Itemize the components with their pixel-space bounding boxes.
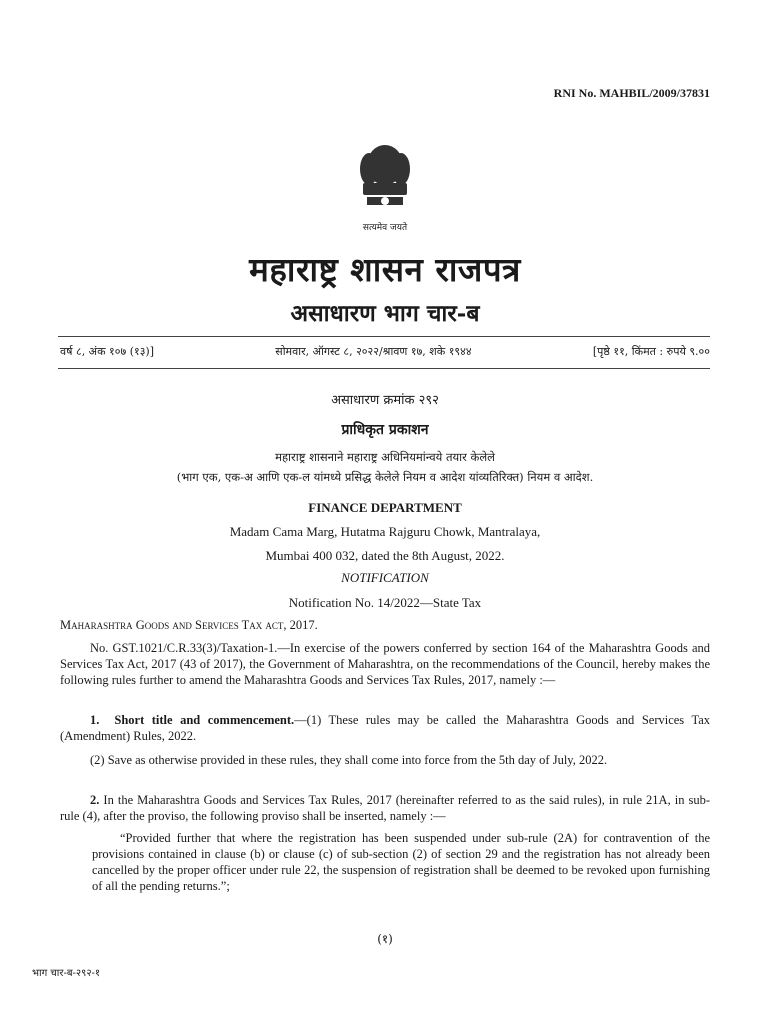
rule-1-heading: Short title and commencement.	[114, 713, 295, 727]
intro-line-2: (भाग एक, एक-अ आणि एक-ल यांमध्ये प्रसिद्ध केलेले नियम व आदेश यांव्यतिरिक्त) नियम व आदेश.	[176, 470, 594, 484]
rule-2-text: In the Maharashtra Goods and Services Tax Rules, 2017 (hereinafter referred to as the said rules), in rule 21A, in sub-rule (4), after the proviso, the following proviso shall be inserted, namely :—	[60, 793, 710, 823]
top-rule	[58, 336, 710, 337]
notification-number: Notification No. 14/2022—State Tax	[288, 595, 482, 610]
state-emblem-icon	[345, 135, 425, 230]
issue-date: सोमवार, ऑगस्ट ८, २०२२/श्रावण १७, शके १९४४	[275, 345, 472, 358]
issue-pages-price: [पृष्ठे ११, किंमत : रुपये ९.००	[592, 345, 710, 358]
bottom-rule	[58, 368, 710, 369]
page-number: (१)	[377, 932, 393, 946]
issue-volume: वर्ष ८, अंक १०७ (१३)]	[60, 345, 155, 358]
issue-meta	[60, 344, 710, 359]
rule-2-number: 2.	[90, 793, 100, 807]
gazette-title: महाराष्ट्र शासन राजपत्र	[249, 250, 521, 289]
rule-1-text: —(1) These rules may be called the Maharashtra Goods and Services Tax (Amendment) Rules, 2022.	[60, 713, 711, 743]
rule-1-subrule-2: (2) Save as otherwise provided in these rules, they shall come into force from the 5th day of July, 2022.	[90, 753, 608, 767]
footer-code: भाग चार-ब-२९२-१	[32, 968, 101, 979]
rule-1-paragraph	[60, 712, 710, 744]
emblem-motto: सत्यमेव जयते	[362, 223, 408, 233]
rule-2-paragraph	[60, 792, 710, 824]
intro-line-1: महाराष्ट्र शासनाने महाराष्ट्र अधिनियमांन्वये तयार केलेले	[275, 450, 495, 464]
department-name: FINANCE DEPARTMENT	[308, 500, 462, 515]
rni-number: RNI No. MAHBIL/2009/37831	[553, 86, 710, 100]
inserted-proviso: “Provided further that where the registration has been suspended under sub-rule (2A) for contravention of the provisions contained in clause (b) or clause (c) of sub-section (2) of section 29 and the registration has not already been cancelled by the proper officer under rule 22, the suspension of registration shall be deemed to be revoked upon furnishing of all the pending returns.”;	[92, 831, 710, 893]
authorized-publication: प्राधिकृत प्रकाशन	[341, 422, 429, 438]
act-title: Maharashtra Goods and Services Tax act, 2017.	[60, 618, 318, 632]
intro-paragraph: No. GST.1021/C.R.33(3)/Taxation-1.—In exercise of the powers conferred by section 164 of the Maharashtra Goods and Services Tax Act, 2017 (43 of 2017), the Government of Maharashtra, on the recommendations of the Council, hereby makes the following rules further to amend the Maharashtra Goods and Services Tax Rules, 2017, namely :—	[60, 641, 710, 687]
notification-heading: NOTIFICATION	[341, 570, 429, 585]
department-address-2: Mumbai 400 032, dated the 8th August, 2022.	[265, 548, 505, 563]
department-address-1: Madam Cama Marg, Hutatma Rajguru Chowk, Mantralaya,	[229, 524, 541, 539]
rule-1-number: 1.	[90, 713, 100, 727]
extraordinary-number: असाधारण क्रमांक २९२	[331, 393, 439, 408]
gazette-subtitle: असाधारण भाग चार-ब	[290, 300, 480, 327]
